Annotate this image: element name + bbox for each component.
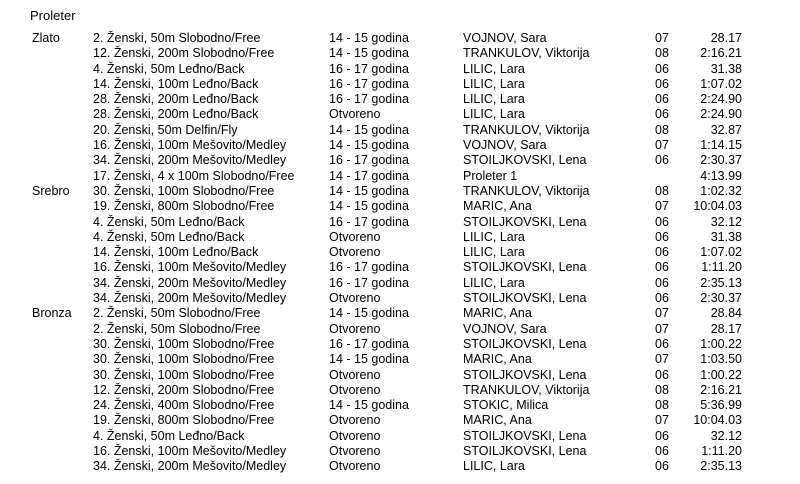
swimmer-cell: Proleter 1 xyxy=(463,168,518,183)
age-group-cell: Otvoreno xyxy=(329,229,381,244)
age-group-cell: 14 - 15 godina xyxy=(329,46,409,61)
time-cell: 10:04.03 xyxy=(693,199,742,214)
age-group-cell: Otvoreno xyxy=(329,444,381,459)
birth-year-cell: 06 xyxy=(655,153,669,168)
time-cell: 1:11.20 xyxy=(701,260,742,275)
event-cell: 30. Ženski, 100m Slobodno/Free xyxy=(93,336,275,351)
age-group-cell: 14 - 15 godina xyxy=(329,138,409,153)
time-cell: 2:16.21 xyxy=(700,46,742,61)
birth-year-cell: 08 xyxy=(655,398,669,413)
birth-year-cell: 08 xyxy=(655,183,669,198)
time-cell: 4:13.99 xyxy=(700,168,742,183)
result-row xyxy=(0,123,800,138)
result-row xyxy=(0,245,800,260)
result-row xyxy=(0,46,800,61)
swimmer-cell: LILIC, Lara xyxy=(463,92,525,107)
time-cell: 1:00.22 xyxy=(700,367,742,382)
event-cell: 34. Ženski, 200m Mešovito/Medley xyxy=(93,153,287,168)
age-group-cell: Otvoreno xyxy=(329,413,381,428)
birth-year-cell: 07 xyxy=(655,138,669,153)
birth-year-cell: 06 xyxy=(655,444,669,459)
birth-year-cell: 07 xyxy=(655,321,669,336)
birth-year-cell: 06 xyxy=(655,336,669,351)
result-row xyxy=(0,169,800,184)
result-row xyxy=(0,368,800,383)
result-row xyxy=(0,62,800,77)
event-cell: 34. Ženski, 200m Mešovito/Medley xyxy=(93,459,287,474)
result-row xyxy=(0,107,800,122)
birth-year-cell: 07 xyxy=(655,199,669,214)
event-cell: 2. Ženski, 50m Slobodno/Free xyxy=(93,306,261,321)
result-row xyxy=(0,322,800,337)
birth-year-cell: 06 xyxy=(655,367,669,382)
swimmer-cell: TRANKULOV, Viktorija xyxy=(463,382,590,397)
birth-year-cell: 06 xyxy=(655,92,669,107)
time-cell: 2:24.90 xyxy=(700,107,742,122)
result-row xyxy=(0,184,800,199)
age-group-cell: 16 - 17 godina xyxy=(329,260,409,275)
event-cell: 28. Ženski, 200m Leđno/Back xyxy=(93,92,259,107)
result-row xyxy=(0,413,800,428)
age-group-cell: 14 - 15 godina xyxy=(329,352,409,367)
age-group-cell: 16 - 17 godina xyxy=(329,92,409,107)
time-cell: 31.38 xyxy=(710,61,742,76)
birth-year-cell: 06 xyxy=(655,291,669,306)
event-cell: 16. Ženski, 100m Mešovito/Medley xyxy=(93,444,287,459)
event-cell: 16. Ženski, 100m Mešovito/Medley xyxy=(93,260,287,275)
swimmer-cell: TRANKULOV, Viktorija xyxy=(463,46,590,61)
swimmer-cell: STOILJKOVSKI, Lena xyxy=(463,291,587,306)
time-cell: 1:07.02 xyxy=(700,245,742,260)
event-cell: 30. Ženski, 100m Slobodno/Free xyxy=(93,352,275,367)
age-group-cell: 14 - 15 godina xyxy=(329,183,409,198)
event-cell: 12. Ženski, 200m Slobodno/Free xyxy=(93,382,275,397)
birth-year-cell: 06 xyxy=(655,459,669,474)
age-group-cell: Otvoreno xyxy=(329,459,381,474)
time-cell: 32.12 xyxy=(710,428,742,443)
time-cell: 32.87 xyxy=(710,122,742,137)
event-cell: 4. Ženski, 50m Leđno/Back xyxy=(93,214,245,229)
swimmer-cell: LILIC, Lara xyxy=(463,275,525,290)
event-cell: 16. Ženski, 100m Mešovito/Medley xyxy=(93,138,287,153)
time-cell: 1:07.02 xyxy=(700,76,742,91)
time-cell: 28.17 xyxy=(710,31,742,45)
swimmer-cell: LILIC, Lara xyxy=(463,245,525,260)
age-group-cell: 14 - 15 godina xyxy=(329,398,409,413)
event-cell: 24. Ženski, 400m Slobodno/Free xyxy=(93,398,275,413)
time-cell: 1:11.20 xyxy=(701,444,742,459)
event-cell: 20. Ženski, 50m Delfin/Fly xyxy=(93,122,238,137)
event-cell: 30. Ženski, 100m Slobodno/Free xyxy=(93,183,275,198)
age-group-cell: Otvoreno xyxy=(329,382,381,397)
medal-label: Bronza xyxy=(32,306,72,321)
swimmer-cell: LILIC, Lara xyxy=(463,459,525,474)
event-cell: 2. Ženski, 50m Slobodno/Free xyxy=(93,31,261,45)
time-cell: 5:36.99 xyxy=(700,398,742,413)
birth-year-cell: 07 xyxy=(655,413,669,428)
result-row xyxy=(0,429,800,444)
swimmer-cell: STOILJKOVSKI, Lena xyxy=(463,153,587,168)
swimmer-cell: STOILJKOVSKI, Lena xyxy=(463,428,587,443)
event-cell: 4. Ženski, 50m Leđno/Back xyxy=(93,61,245,76)
birth-year-cell: 07 xyxy=(655,352,669,367)
birth-year-cell: 06 xyxy=(655,76,669,91)
result-row xyxy=(0,291,800,306)
result-row xyxy=(0,215,800,230)
event-cell: 28. Ženski, 200m Leđno/Back xyxy=(93,107,259,122)
swimmer-cell: LILIC, Lara xyxy=(463,61,525,76)
swimmer-cell: STOKIC, Milica xyxy=(463,398,549,413)
birth-year-cell: 08 xyxy=(655,122,669,137)
birth-year-cell: 07 xyxy=(655,306,669,321)
result-row xyxy=(0,199,800,214)
swimmer-cell: VOJNOV, Sara xyxy=(463,321,547,336)
event-cell: 14. Ženski, 100m Leđno/Back xyxy=(93,245,259,260)
birth-year-cell: 06 xyxy=(655,229,669,244)
birth-year-cell: 06 xyxy=(655,107,669,122)
event-cell: 19. Ženski, 800m Slobodno/Free xyxy=(93,413,275,428)
time-cell: 28.84 xyxy=(710,306,742,321)
result-row xyxy=(0,92,800,107)
result-row xyxy=(0,138,800,153)
birth-year-cell: 06 xyxy=(655,61,669,76)
time-cell: 32.12 xyxy=(710,214,742,229)
swimmer-cell: VOJNOV, Sara xyxy=(463,138,547,153)
birth-year-cell: 07 xyxy=(655,31,669,45)
event-cell: 2. Ženski, 50m Slobodno/Free xyxy=(93,321,261,336)
swimmer-cell: STOILJKOVSKI, Lena xyxy=(463,214,587,229)
swimmer-cell: MARIC, Ana xyxy=(463,199,532,214)
birth-year-cell: 06 xyxy=(655,275,669,290)
event-cell: 12. Ženski, 200m Slobodno/Free xyxy=(93,46,275,61)
time-cell: 2:35.13 xyxy=(700,275,742,290)
age-group-cell: 14 - 15 godina xyxy=(329,122,409,137)
swimmer-cell: TRANKULOV, Viktorija xyxy=(463,183,590,198)
result-row xyxy=(0,383,800,398)
time-cell: 31.38 xyxy=(710,229,742,244)
age-group-cell: 16 - 17 godina xyxy=(329,214,409,229)
birth-year-cell: 06 xyxy=(655,260,669,275)
age-group-cell: 16 - 17 godina xyxy=(329,61,409,76)
result-row xyxy=(0,444,800,459)
time-cell: 1:14.15 xyxy=(700,138,742,153)
event-cell: 14. Ženski, 100m Leđno/Back xyxy=(93,76,259,91)
birth-year-cell: 08 xyxy=(655,46,669,61)
swimmer-cell: STOILJKOVSKI, Lena xyxy=(463,444,587,459)
swimmer-cell: MARIC, Ana xyxy=(463,306,532,321)
time-cell: 28.17 xyxy=(710,321,742,336)
age-group-cell: 16 - 17 godina xyxy=(329,336,409,351)
result-row xyxy=(0,276,800,291)
swimmer-cell: VOJNOV, Sara xyxy=(463,31,547,45)
event-cell: 17. Ženski, 4 x 100m Slobodno/Free xyxy=(93,168,295,183)
swimmer-cell: LILIC, Lara xyxy=(463,107,525,122)
result-row xyxy=(0,31,800,46)
time-cell: 2:30.37 xyxy=(700,153,742,168)
medal-label: Zlato xyxy=(32,31,60,45)
age-group-cell: Otvoreno xyxy=(329,107,381,122)
birth-year-cell: 06 xyxy=(655,214,669,229)
result-row xyxy=(0,352,800,367)
result-row xyxy=(0,77,800,92)
time-cell: 1:03.50 xyxy=(700,352,742,367)
age-group-cell: Otvoreno xyxy=(329,428,381,443)
time-cell: 2:30.37 xyxy=(700,291,742,306)
result-row xyxy=(0,337,800,352)
time-cell: 2:24.90 xyxy=(700,92,742,107)
medal-label: Srebro xyxy=(32,183,70,198)
swimmer-cell: TRANKULOV, Viktorija xyxy=(463,122,590,137)
result-row xyxy=(0,398,800,413)
result-row xyxy=(0,260,800,275)
results-table xyxy=(0,31,800,475)
swimmer-cell: STOILJKOVSKI, Lena xyxy=(463,336,587,351)
event-cell: 34. Ženski, 200m Mešovito/Medley xyxy=(93,291,287,306)
age-group-cell: 14 - 15 godina xyxy=(329,306,409,321)
time-cell: 1:00.22 xyxy=(700,336,742,351)
event-cell: 4. Ženski, 50m Leđno/Back xyxy=(93,229,245,244)
time-cell: 2:16.21 xyxy=(700,382,742,397)
time-cell: 1:02.32 xyxy=(700,183,742,198)
swimmer-cell: STOILJKOVSKI, Lena xyxy=(463,367,587,382)
age-group-cell: 16 - 17 godina xyxy=(329,275,409,290)
result-row xyxy=(0,230,800,245)
event-cell: 30. Ženski, 100m Slobodno/Free xyxy=(93,367,275,382)
age-group-cell: Otvoreno xyxy=(329,367,381,382)
age-group-cell: Otvoreno xyxy=(329,291,381,306)
event-cell: 4. Ženski, 50m Leđno/Back xyxy=(93,428,245,443)
age-group-cell: 14 - 17 godina xyxy=(329,168,409,183)
event-cell: 19. Ženski, 800m Slobodno/Free xyxy=(93,199,275,214)
age-group-cell: 14 - 15 godina xyxy=(329,199,409,214)
birth-year-cell: 06 xyxy=(655,245,669,260)
swimmer-cell: MARIC, Ana xyxy=(463,413,532,428)
swimmer-cell: MARIC, Ana xyxy=(463,352,532,367)
event-cell: 34. Ženski, 200m Mešovito/Medley xyxy=(93,275,287,290)
age-group-cell: 16 - 17 godina xyxy=(329,76,409,91)
swimmer-cell: LILIC, Lara xyxy=(463,229,525,244)
age-group-cell: 14 - 15 godina xyxy=(329,31,409,45)
result-row xyxy=(0,459,800,474)
birth-year-cell: 08 xyxy=(655,382,669,397)
page-title: Proleter xyxy=(30,8,76,23)
birth-year-cell: 06 xyxy=(655,428,669,443)
result-row xyxy=(0,153,800,168)
time-cell: 10:04.03 xyxy=(693,413,742,428)
age-group-cell: Otvoreno xyxy=(329,245,381,260)
age-group-cell: Otvoreno xyxy=(329,321,381,336)
time-cell: 2:35.13 xyxy=(700,459,742,474)
swimmer-cell: STOILJKOVSKI, Lena xyxy=(463,260,587,275)
swimmer-cell: LILIC, Lara xyxy=(463,76,525,91)
age-group-cell: 16 - 17 godina xyxy=(329,153,409,168)
result-row xyxy=(0,306,800,321)
